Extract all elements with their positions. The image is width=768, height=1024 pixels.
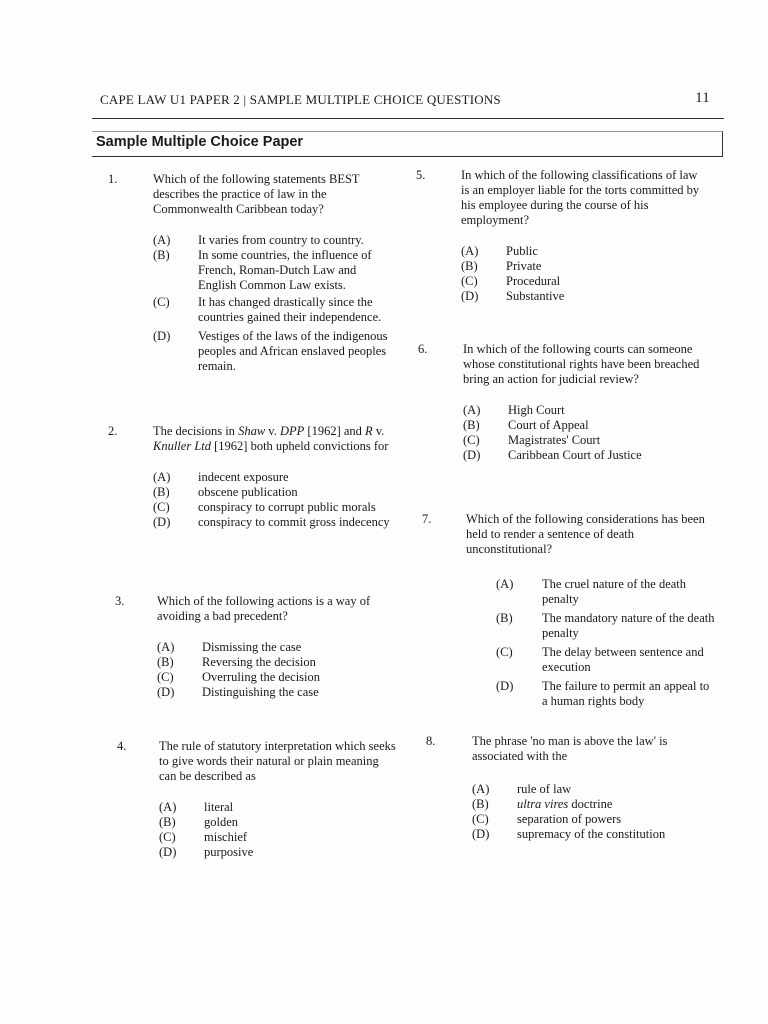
question-stem: The rule of statutory interpretation which seeks to give words their natural or plain meaning can be described as (159, 739, 396, 783)
option-d[interactable] (463, 448, 703, 463)
option-b[interactable] (159, 815, 399, 830)
option-letter: (A) (472, 782, 490, 796)
option-letter: (A) (153, 233, 171, 247)
question-stem: In which of the following classifications of law is an employer liable for the torts committed by his employee during the course of his employment? (461, 168, 700, 227)
option-text: It varies from country to country. (198, 233, 364, 247)
option-a[interactable] (157, 640, 397, 655)
option-text: rule of law (517, 782, 572, 796)
page-header (100, 92, 710, 108)
option-letter: (C) (159, 830, 176, 844)
question-1 (108, 172, 393, 374)
option-text: The mandatory nature of the death penalty (542, 611, 715, 640)
question-number: 3. (115, 594, 125, 608)
option-text: golden (204, 815, 239, 829)
option-letter: (A) (159, 800, 177, 814)
header-rule (92, 118, 724, 119)
question-number: 4. (117, 739, 127, 753)
option-c[interactable] (153, 295, 393, 325)
question-stem: The phrase 'no man is above the law' is associated with the (472, 734, 668, 763)
option-letter: (C) (472, 812, 489, 826)
section-title: Sample Multiple Choice Paper (96, 134, 304, 150)
option-a[interactable] (153, 233, 393, 248)
question-stem: Which of the following considerations has been held to render a sentence of death unconstitutional? (466, 512, 705, 556)
option-c[interactable] (463, 433, 703, 448)
option-letter: (D) (157, 685, 175, 699)
option-text: Overruling the decision (202, 670, 321, 684)
option-letter: (C) (463, 433, 480, 447)
option-letter: (A) (463, 403, 481, 417)
option-letter: (C) (496, 645, 513, 659)
option-c[interactable] (159, 830, 399, 845)
option-text: Public (506, 244, 538, 258)
question-2 (108, 424, 403, 530)
option-text: Magistrates' Court (508, 433, 601, 447)
option-letter: (B) (463, 418, 480, 432)
option-a[interactable] (466, 577, 716, 607)
question-number: 7. (422, 512, 432, 526)
header-title: CAPE LAW U1 PAPER 2 | SAMPLE MULTIPLE CHOICE QUESTIONS (100, 92, 501, 107)
question-number: 1. (108, 172, 118, 186)
option-letter: (C) (157, 670, 174, 684)
option-text: Vestiges of the laws of the indigenous peoples and African enslaved peoples remain. (198, 329, 388, 373)
option-a[interactable] (461, 244, 701, 259)
option-letter: (B) (153, 485, 170, 499)
option-letter: (A) (157, 640, 175, 654)
option-letter: (D) (461, 289, 479, 303)
option-text: supremacy of the constitution (517, 827, 666, 841)
option-letter: (C) (153, 295, 170, 309)
question-stem: The decisions in Shaw v. DPP [1962] and R v. Knuller Ltd [1962] both upheld convictions for (153, 424, 389, 453)
option-c[interactable] (157, 670, 397, 685)
option-letter: (D) (472, 827, 490, 841)
question-number: 5. (416, 168, 426, 182)
option-b[interactable] (153, 248, 393, 293)
option-letter: (B) (461, 259, 478, 273)
question-6 (418, 342, 703, 463)
option-letter: (B) (496, 611, 513, 625)
question-number: 6. (418, 342, 428, 356)
option-letter: (A) (461, 244, 479, 258)
option-text: separation of powers (517, 812, 622, 826)
option-text: indecent exposure (198, 470, 289, 484)
page-number: 11 (695, 90, 710, 106)
option-text: Private (506, 259, 542, 273)
option-letter: (D) (153, 329, 171, 343)
option-letter: (B) (153, 248, 170, 262)
option-text: In some countries, the influence of French, Roman-Dutch Law and English Common Law exists. (198, 248, 372, 292)
option-text: obscene publication (198, 485, 298, 499)
option-text: purposive (204, 845, 254, 859)
option-d[interactable] (466, 679, 716, 709)
option-c[interactable] (472, 812, 712, 827)
question-7 (422, 512, 716, 709)
question-stem: Which of the following statements BEST describes the practice of law in the Commonwealth Caribbean today? (153, 172, 360, 216)
option-text: It has changed drastically since the countries gained their independence. (198, 295, 382, 324)
option-b[interactable] (463, 418, 703, 433)
option-c[interactable] (153, 500, 403, 515)
option-letter: (B) (157, 655, 174, 669)
option-b[interactable] (472, 797, 712, 812)
option-text: The cruel nature of the death penalty (542, 577, 687, 606)
option-d[interactable] (153, 515, 398, 530)
option-text: conspiracy to commit gross indecency (198, 515, 390, 529)
option-text: Reversing the decision (202, 655, 316, 669)
option-c[interactable] (461, 274, 701, 289)
question-number: 8. (426, 734, 436, 748)
question-stem: Which of the following actions is a way of avoiding a bad precedent? (157, 594, 371, 623)
option-a[interactable] (153, 470, 403, 485)
option-a[interactable] (463, 403, 703, 418)
question-stem: In which of the following courts can someone whose constitutional rights have been breached bring an action for judicial review? (463, 342, 700, 386)
option-text: mischief (204, 830, 248, 844)
option-letter: (C) (153, 500, 170, 514)
option-text: Distinguishing the case (202, 685, 319, 699)
option-text: Dismissing the case (202, 640, 302, 654)
option-text: ultra vires doctrine (517, 797, 613, 811)
option-text: conspiracy to corrupt public morals (198, 500, 376, 514)
option-letter: (B) (472, 797, 489, 811)
option-text: Caribbean Court of Justice (508, 448, 642, 462)
option-b[interactable] (461, 259, 701, 274)
option-letter: (D) (496, 679, 514, 693)
option-letter: (D) (159, 845, 177, 859)
option-letter: (A) (153, 470, 171, 484)
option-b[interactable] (157, 655, 397, 670)
option-d[interactable] (153, 329, 393, 374)
option-d[interactable] (159, 845, 399, 860)
option-text: The delay between sentence and execution (542, 645, 704, 674)
question-number: 2. (108, 424, 118, 438)
option-letter: (D) (153, 515, 171, 529)
option-text: Procedural (506, 274, 561, 288)
question-5 (416, 168, 701, 304)
option-letter: (D) (463, 448, 481, 462)
option-letter: (A) (496, 577, 514, 591)
option-a[interactable] (472, 782, 712, 797)
section-title-box (92, 131, 723, 157)
question-8 (426, 734, 712, 842)
option-d[interactable] (461, 289, 701, 304)
option-text: literal (204, 800, 234, 814)
option-a[interactable] (159, 800, 399, 815)
option-b[interactable] (466, 611, 716, 641)
option-text: High Court (508, 403, 565, 417)
option-text: The failure to permit an appeal to a human rights body (542, 679, 710, 708)
question-3 (115, 594, 397, 700)
option-d[interactable] (472, 827, 712, 842)
option-d[interactable] (157, 685, 397, 700)
option-b[interactable] (153, 485, 403, 500)
option-letter: (B) (159, 815, 176, 829)
question-4 (117, 739, 399, 860)
option-text: Substantive (506, 289, 565, 303)
option-text: Court of Appeal (508, 418, 589, 432)
option-letter: (C) (461, 274, 478, 288)
option-c[interactable] (466, 645, 716, 675)
